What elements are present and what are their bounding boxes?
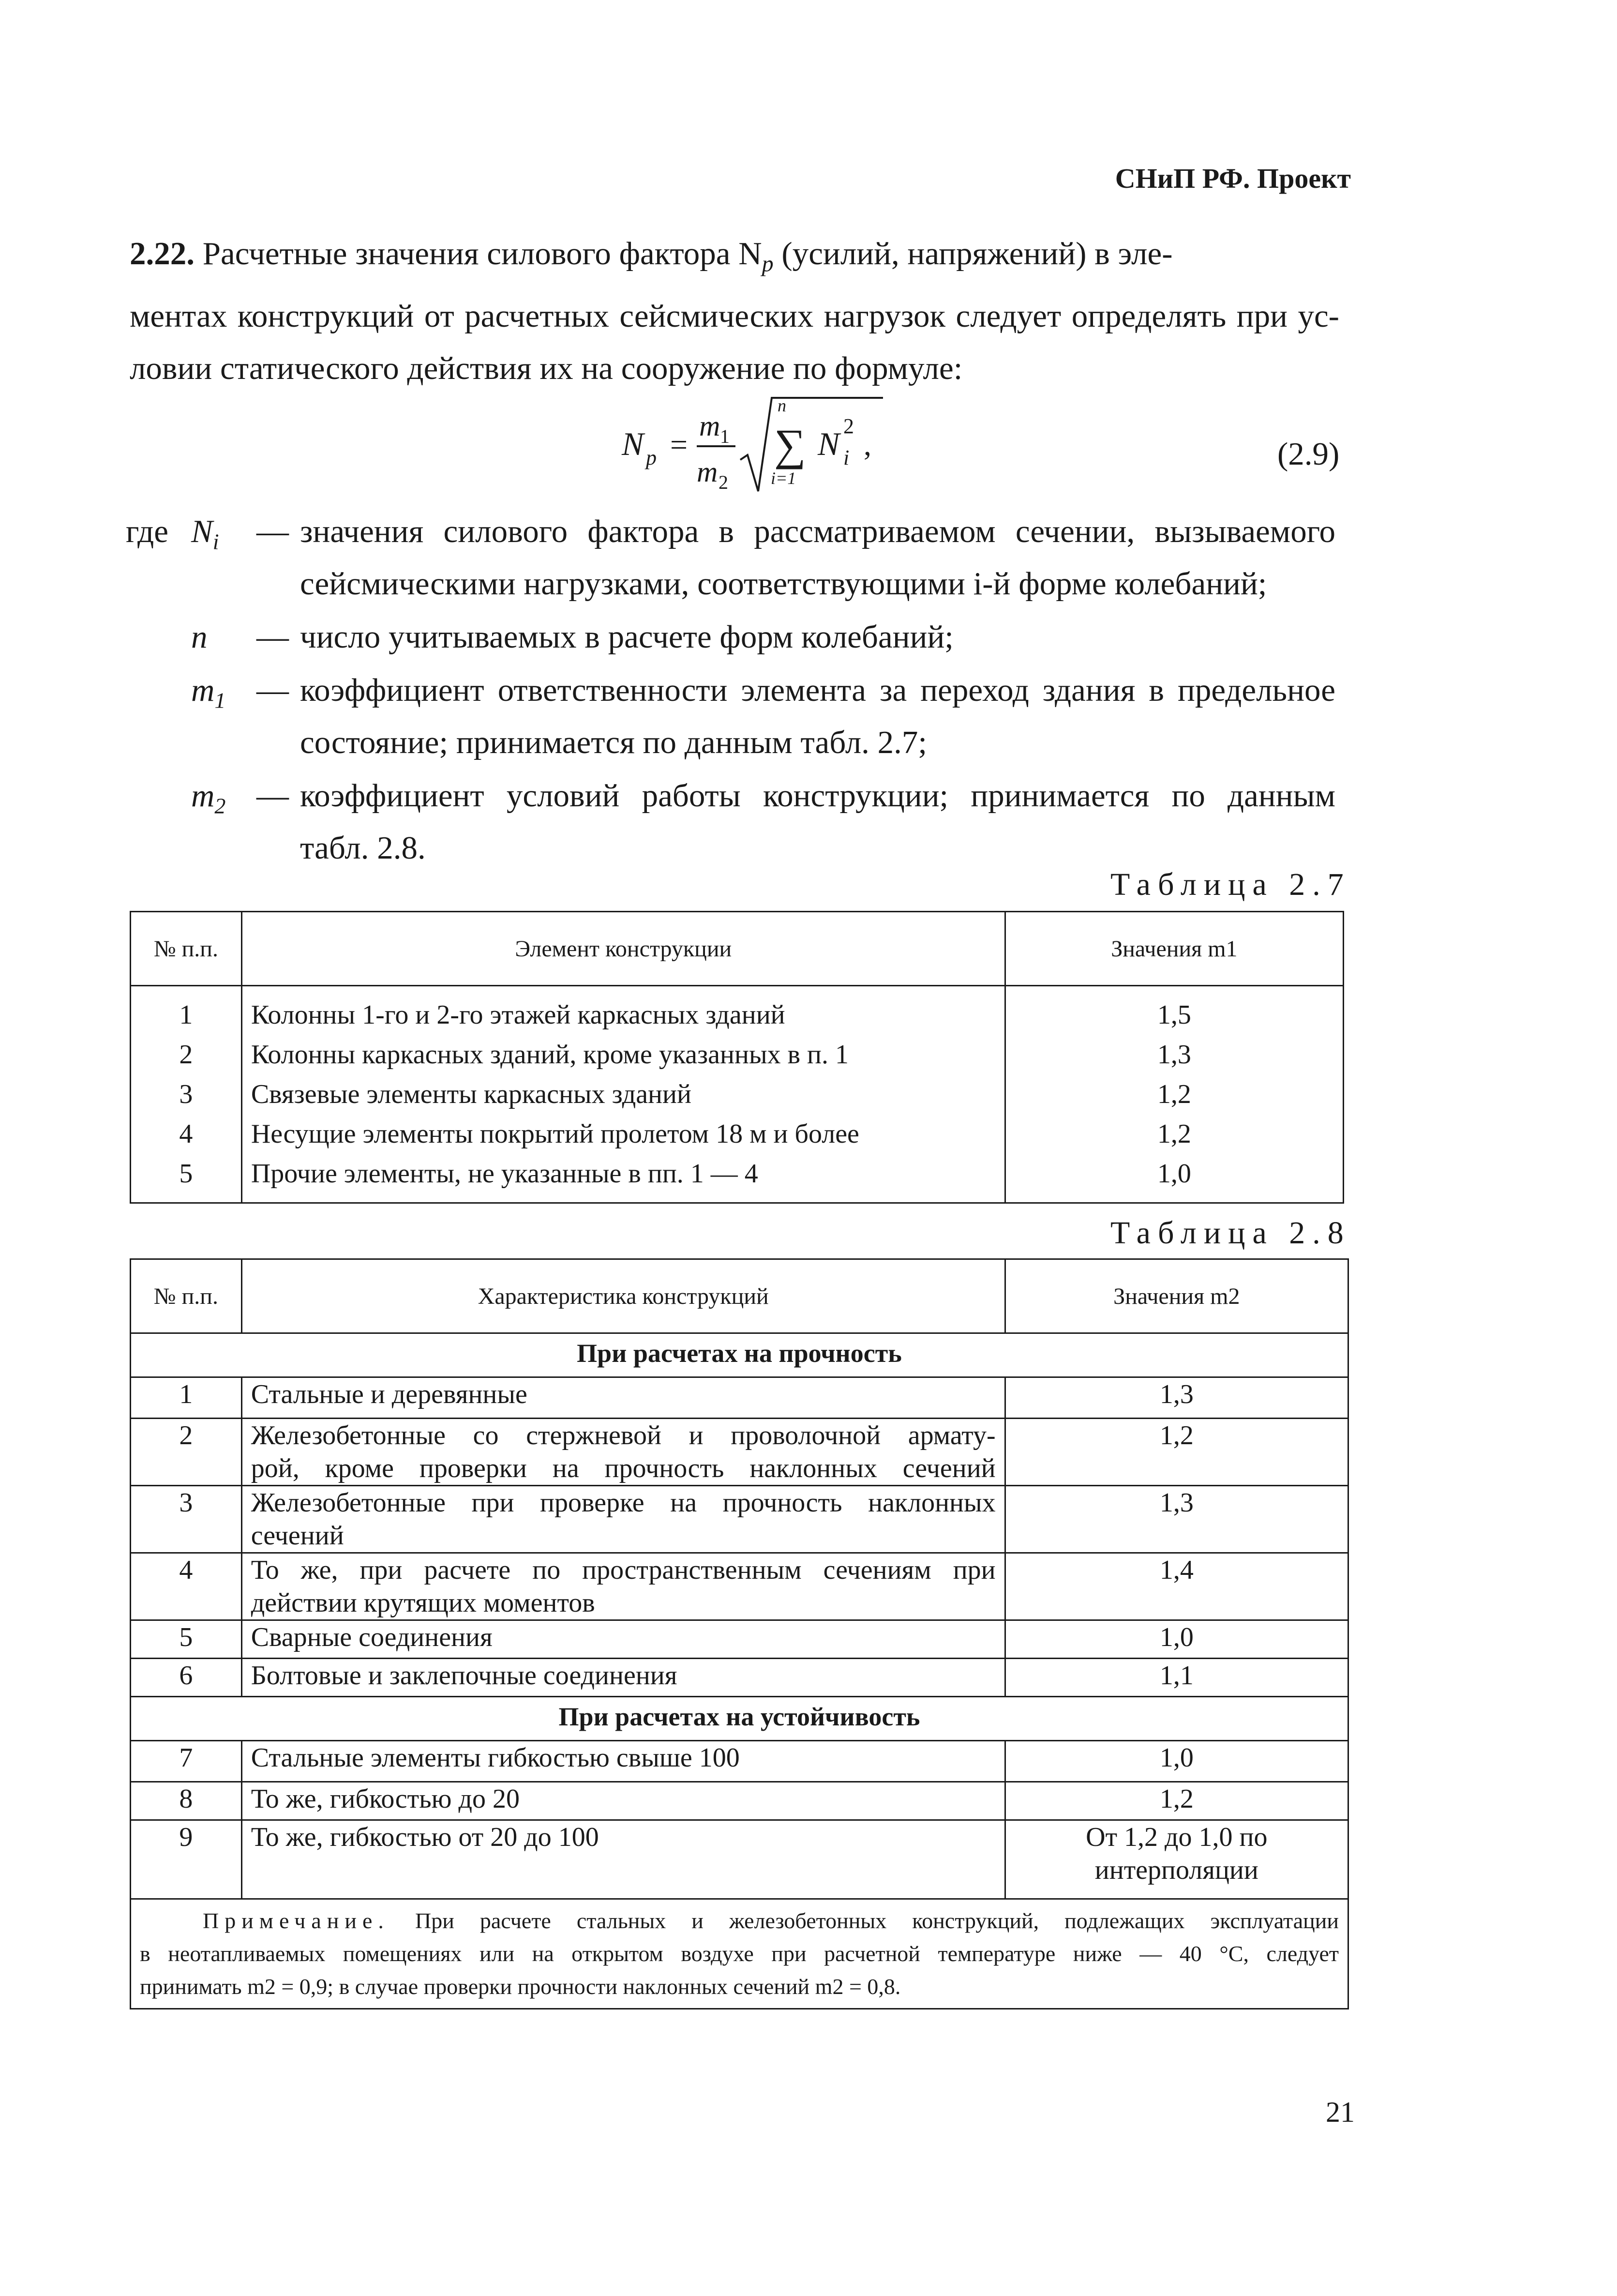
- section-title: При расчетах на устойчивость: [131, 1697, 1348, 1741]
- paragraph-2-22: [130, 227, 1339, 394]
- value-line: От 1,2 до 1,0 по: [1086, 1822, 1268, 1852]
- definition-text: коэффициент ответственности элемента за переход здания в предельное: [300, 672, 1335, 708]
- definition-dash: —: [256, 778, 289, 814]
- definition-symbol: [191, 777, 225, 818]
- row-number: 7: [131, 1741, 242, 1782]
- row-number: 4: [131, 1553, 242, 1620]
- symbol-sub: i: [212, 529, 219, 554]
- text-line: Железобетонные со стержневой и проволочной армату-: [251, 1420, 996, 1450]
- section-row-stability: [131, 1697, 1348, 1741]
- row-element: Прочие элементы, не указанные в пп. 1 — 4: [241, 1154, 1005, 1203]
- paragraph-sub-p: p: [762, 251, 774, 277]
- value-line: интерполяции: [1094, 1855, 1258, 1885]
- row-element: Колонны 1-го и 2-го этажей каркасных зданий: [241, 986, 1005, 1035]
- definition-symbol: [191, 513, 219, 554]
- table-row: [131, 1419, 1348, 1486]
- header-element: Элемент конструкции: [241, 912, 1005, 986]
- row-number: 1: [131, 1377, 242, 1419]
- paragraph-number: 2.22.: [130, 236, 195, 272]
- row-value: 1,3: [1005, 1486, 1348, 1553]
- row-characteristic: Сварные соединения: [241, 1620, 1005, 1659]
- formula-term-sup: 2: [843, 414, 854, 438]
- table-row: [131, 1486, 1348, 1553]
- table-2-8: [130, 1258, 1349, 2009]
- definition-ni-cont: [126, 565, 1335, 619]
- row-number: 2: [131, 1419, 242, 1486]
- header-value: Значения m1: [1005, 912, 1343, 986]
- row-characteristic: То же, гибкостью до 20: [241, 1782, 1005, 1820]
- row-number: 4: [131, 1114, 242, 1154]
- formula-lhs-sub: p: [646, 446, 657, 469]
- paragraph-text-a: Расчетные значения силового фактора N: [202, 236, 762, 272]
- row-number: 8: [131, 1782, 242, 1820]
- table-row: [131, 1154, 1344, 1203]
- header-number: № п.п.: [131, 912, 242, 986]
- definition-dash: —: [256, 514, 289, 549]
- symbol-letter: m: [191, 672, 215, 708]
- row-value: 1,2: [1005, 1419, 1348, 1486]
- page-number: 21: [1326, 2096, 1355, 2128]
- formula-num: m: [699, 410, 720, 442]
- table-row: [131, 1820, 1348, 1899]
- definition-m1: [126, 672, 1335, 725]
- definition-m2: [126, 777, 1335, 831]
- row-characteristic: То же, гибкостью от 20 до 100: [241, 1820, 1005, 1899]
- text-line: действии крутящих моментов: [251, 1588, 595, 1618]
- formula-2-9: [602, 387, 941, 508]
- row-number: 5: [131, 1620, 242, 1659]
- table-row: [131, 1114, 1344, 1154]
- table-header-row: [131, 1259, 1348, 1333]
- formula-equals: =: [670, 427, 688, 462]
- row-value: 1,1: [1005, 1659, 1348, 1697]
- row-value: 1,0: [1005, 1620, 1348, 1659]
- row-element: Колонны каркасных зданий, кроме указанных в п. 1: [241, 1035, 1005, 1074]
- row-value: [1005, 1820, 1348, 1899]
- paragraph-line-2: ментах конструкций от расчетных сейсмических нагрузок следует определять при ус-: [130, 298, 1339, 334]
- row-element: Связевые элементы каркасных зданий: [241, 1074, 1005, 1114]
- table-note: [131, 1899, 1348, 2009]
- table-row: [131, 1741, 1348, 1782]
- running-header: СНиП РФ. Проект: [1115, 163, 1351, 194]
- table-row: [131, 1553, 1348, 1620]
- row-value: 1,3: [1005, 1377, 1348, 1419]
- definition-n: [126, 619, 1335, 672]
- note-label: Примечание.: [203, 1908, 389, 1933]
- text-line: рой, кроме проверки на прочность наклонных сечений: [251, 1453, 996, 1483]
- note-row: [131, 1899, 1348, 2009]
- paragraph-text-b: (усилий, напряжений) в эле-: [773, 236, 1173, 272]
- definition-text: коэффициент условий работы конструкции; принимается по данным: [300, 778, 1335, 814]
- sqrt-sign: [740, 398, 883, 491]
- row-number: 1: [131, 986, 242, 1035]
- text-line: То же, при расчете по пространственным сечениям при: [251, 1555, 996, 1585]
- definition-dash: —: [256, 619, 289, 655]
- paragraph-line-1: [130, 227, 1339, 290]
- definition-m1-cont: [126, 724, 1335, 777]
- table-row: [131, 1620, 1348, 1659]
- formula-den-sub: 2: [719, 471, 728, 493]
- formula-lhs: N: [622, 425, 644, 462]
- note-line: принимать m2 = 0,9; в случае проверки прочности наклонных сечений m2 = 0,8.: [140, 1974, 901, 1999]
- note-line: [140, 1904, 1339, 1937]
- row-number: 3: [131, 1486, 242, 1553]
- formula-term-sub: i: [843, 446, 850, 469]
- row-number: 3: [131, 1074, 242, 1114]
- definition-text: табл. 2.8.: [300, 830, 426, 866]
- section-title: При расчетах на прочность: [131, 1333, 1348, 1377]
- row-value: 1,5: [1005, 986, 1343, 1035]
- table-row: [131, 1074, 1344, 1114]
- row-characteristic: [241, 1553, 1005, 1620]
- equation-number: (2.9): [1277, 436, 1340, 472]
- definition-text: сейсмическими нагрузками, соответствующими i-й форме колебаний;: [300, 566, 1267, 602]
- row-value: 1,2: [1005, 1782, 1348, 1820]
- definition-dash: —: [256, 672, 289, 708]
- sum-lower-limit: i=1: [771, 468, 796, 488]
- header-number: № п.п.: [131, 1259, 242, 1333]
- symbol-letter: N: [191, 514, 213, 549]
- row-number: 2: [131, 1035, 242, 1074]
- sum-sign: ∑: [774, 420, 806, 469]
- row-characteristic: Стальные и деревянные: [241, 1377, 1005, 1419]
- row-characteristic: Болтовые и заклепочные соединения: [241, 1659, 1005, 1697]
- formula-comma: ,: [864, 427, 871, 462]
- row-value: 1,3: [1005, 1035, 1343, 1074]
- row-value: 1,2: [1005, 1074, 1343, 1114]
- table-row: [131, 986, 1344, 1035]
- row-value: 1,0: [1005, 1154, 1343, 1203]
- symbol-sub: 2: [214, 793, 226, 818]
- row-value: 1,2: [1005, 1114, 1343, 1154]
- row-characteristic: [241, 1486, 1005, 1553]
- formula-term: N: [818, 425, 840, 462]
- header-value: Значения m2: [1005, 1259, 1348, 1333]
- row-value: 1,4: [1005, 1553, 1348, 1620]
- paragraph-line-3: ловии статического действия их на сооружение по формуле:: [130, 350, 963, 387]
- symbol-sub: 1: [214, 688, 226, 713]
- where-label: где: [126, 514, 168, 549]
- header-characteristic: Характеристика конструкций: [241, 1259, 1005, 1333]
- formula-den: m: [697, 456, 718, 488]
- text-line: сечений: [251, 1521, 344, 1551]
- row-characteristic: [241, 1419, 1005, 1486]
- definition-text: состояние; принимается по данным табл. 2.7;: [300, 725, 927, 760]
- sum-upper-limit: n: [778, 396, 786, 415]
- definition-text: число учитываемых в расчете форм колебаний;: [300, 619, 954, 655]
- row-element: Несущие элементы покрытий пролетом 18 м и более: [241, 1114, 1005, 1154]
- table-2-7: [130, 911, 1344, 1204]
- row-number: 6: [131, 1659, 242, 1697]
- symbol-letter: m: [191, 778, 215, 814]
- note-line: в неотапливаемых помещениях или на открытом воздухе при расчетной температуре ниже — 40 °С, следует: [140, 1941, 1339, 1966]
- table-row: [131, 1377, 1348, 1419]
- text-line: Железобетонные при проверке на прочность наклонных: [251, 1488, 996, 1518]
- row-number: 9: [131, 1820, 242, 1899]
- table-row: [131, 1782, 1348, 1820]
- definition-text: значения силового фактора в рассматриваемом сечении, вызываемого: [300, 514, 1335, 549]
- row-value: 1,0: [1005, 1741, 1348, 1782]
- definition-symbol: [191, 672, 225, 713]
- row-number: 5: [131, 1154, 242, 1203]
- row-characteristic: Стальные элементы гибкостью свыше 100: [241, 1741, 1005, 1782]
- table-2-7-caption: Таблица 2.7: [1110, 867, 1351, 902]
- table-row: [131, 1659, 1348, 1697]
- table-row: [131, 1035, 1344, 1074]
- definition-ni: [126, 513, 1335, 566]
- formula-num-sub: 1: [720, 425, 730, 447]
- section-row-strength: [131, 1333, 1348, 1377]
- definition-symbol: n: [191, 619, 208, 655]
- table-header-row: [131, 912, 1344, 986]
- note-text: При расчете стальных и железобетонных конструкций, подлежащих эксплуатации: [389, 1908, 1339, 1933]
- table-2-8-caption: Таблица 2.8: [1110, 1215, 1351, 1251]
